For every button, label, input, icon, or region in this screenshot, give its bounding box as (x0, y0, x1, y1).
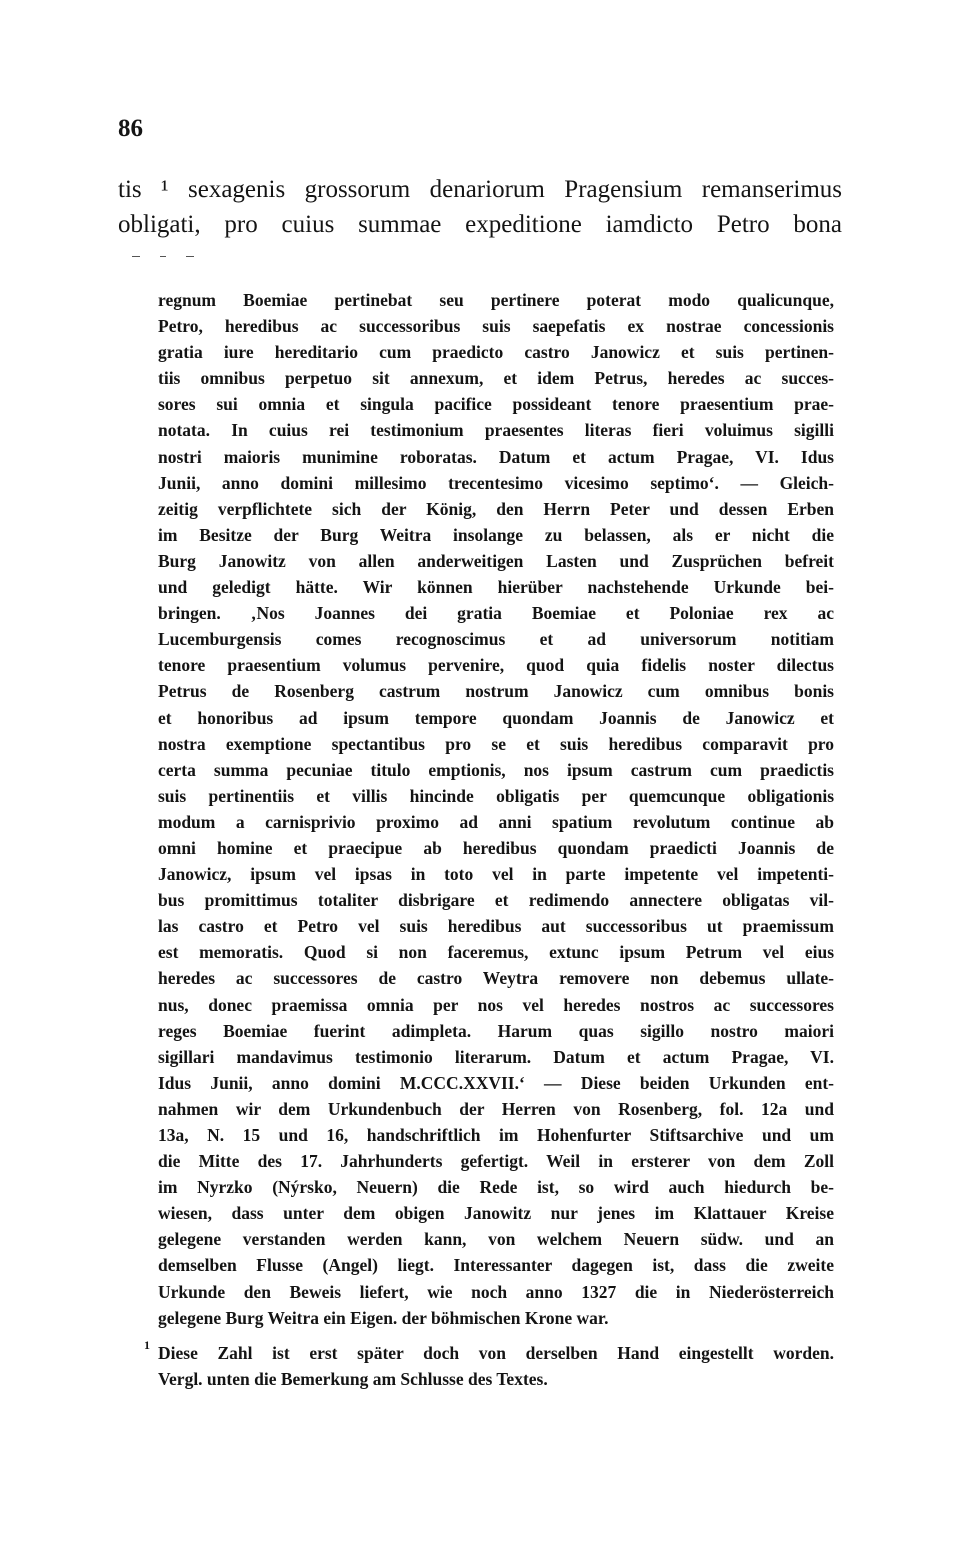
text-line: bus promittimus totaliter disbrigare et redimendo annectere obligatas vil- (158, 890, 834, 911)
text-line: regnum Boemiae pertinebat seu pertinere poterat modo qualicunque, (158, 290, 834, 310)
text-line: tenore praesentium volumus pervenire, quod quia fidelis noster dilectus (158, 655, 834, 676)
text-line: obligati, pro cuius summae expeditione iamdicto Petro bona (118, 211, 842, 238)
text-line: zeitig verpflichtete sich der König, den Herrn Peter und dessen Erben (158, 498, 834, 519)
text-line: demselben Flusse (Angel) liegt. Interessanter dagegen ist, dass die zweite (158, 1255, 834, 1276)
text-line: im Nyrzko (Nýrsko, Neuern) die Rede ist, so wird auch hiedurch be- (158, 1177, 834, 1198)
text-line: bringen. ‚Nos Joannes dei gratia Boemiae et Poloniae rex ac (158, 603, 834, 624)
footnote-marker: 1 (144, 1338, 150, 1352)
text-line: Idus Junii, anno domini M.CCC.XXVII.‘ — Diese beiden Urkunden ent- (158, 1072, 834, 1093)
text-line: Burg Janowitz von allen anderweitigen Lasten und Zusprüchen befreit (158, 550, 834, 571)
text-line: Janowicz, ipsum vel ipsas in toto vel in parte impetente vel impetenti- (158, 864, 834, 885)
text-line: im Besitze der Burg Weitra insolange zu belassen, als er nicht die (158, 524, 834, 545)
dash-mark (186, 256, 194, 257)
text-line: Junii, anno domini millesimo trecentesimo vicesimo septimo‘. — Gleich- (158, 472, 834, 493)
main-text-block (158, 287, 834, 1331)
continuation-paragraph (118, 172, 842, 242)
text-line: sores sui omnia et singula pacifice possideant tenore praesentium prae- (158, 394, 834, 415)
text-line: las castro et Petro vel suis heredibus aut successoribus ut praemissum (158, 916, 834, 937)
text-line: gelegene Burg Weitra ein Eigen. der böhmischen Krone war. (158, 1307, 609, 1328)
text-line: Petrus de Rosenberg castrum nostrum Janowicz cum omnibus bonis (158, 681, 834, 702)
omission-marks (132, 256, 202, 266)
text-line: wiesen, dass unter dem obigen Janowitz nur jenes im Klattauer Kreise (158, 1203, 834, 1224)
text-line: heredes ac successores de castro Weytra removere non debemus ullate- (158, 968, 834, 989)
dash-mark (160, 256, 166, 257)
text-line: und geledigt hätte. Wir können hierüber nachstehende Urkunde bei- (158, 577, 834, 598)
footnote (144, 1338, 834, 1392)
text-line: et honoribus ad ipsum tempore quondam Joannis de Janowicz et (158, 707, 834, 728)
text-line: est memoratis. Quod si non faceremus, extunc ipsum Petrum vel eius (158, 942, 834, 963)
text-line: nostri maioris munimine roboratas. Datum et actum Pragae, VI. Idus (158, 446, 834, 467)
text-line: reges Boemiae fuerint adimpleta. Harum quas sigillo nostro maiori (158, 1020, 834, 1041)
text-line: gelegene verstanden werden kann, von welchem Neuern südw. und an (158, 1229, 834, 1250)
text-line: modum a carnisprivio proximo ad anni spatium revolutum continue ab (158, 811, 834, 832)
footnote-line: Vergl. unten die Bemerkung am Schlusse des Textes. (158, 1369, 548, 1389)
text-line: Lucemburgensis comes recognoscimus et ad universorum notitiam (158, 629, 834, 650)
footnote-line: Diese Zahl ist erst später doch von derselben Hand eingestellt worden. (158, 1343, 834, 1363)
text-line: nostra exemptione spectantibus pro se et suis heredibus comparavit pro (158, 733, 834, 754)
text-line: tiis omnibus perpetuo sit annexum, et idem Petrus, heredes ac succes- (158, 368, 834, 389)
text-line: Urkunde den Beweis liefert, wie noch anno 1327 die in Niederösterreich (158, 1281, 834, 1302)
text-line: nus, donec praemissa omnia per nos vel heredes nostros ac successores (158, 994, 834, 1015)
text-line: suis pertinentiis et villis hincinde obligatis per quemcunque obligationis (158, 785, 834, 806)
text-line: 13a, N. 15 und 16, handschriftlich im Hohenfurter Stiftsarchive und um (158, 1125, 834, 1145)
text-line: Petro, heredibus ac successoribus suis saepefatis ex nostrae concessionis (158, 316, 834, 337)
page-number: 86 (118, 115, 143, 142)
text-line: gratia iure hereditario cum praedicto castro Janowicz et suis pertinen- (158, 342, 834, 363)
text-line: tis ¹ sexagenis grossorum denariorum Pragensium remanserimus (118, 176, 842, 203)
text-line: die Mitte des 17. Jahrhunderts gefertigt. Weil in ersterer von dem Zoll (158, 1151, 834, 1172)
text-line: omni homine et praecipue ab heredibus quondam praedicti Joannis de (158, 837, 834, 858)
text-line: certa summa pecuniae titulo emptionis, nos ipsum castrum cum praedictis (158, 759, 834, 780)
text-line: nahmen wir dem Urkundenbuch der Herren von Rosenberg, fol. 12a und (158, 1098, 834, 1119)
text-line: notata. In cuius rei testimonium praesentes literas fieri voluimus sigilli (158, 420, 834, 441)
dash-mark (132, 256, 140, 257)
text-line: sigillari mandavimus testimonio literarum. Datum et actum Pragae, VI. (158, 1046, 834, 1067)
